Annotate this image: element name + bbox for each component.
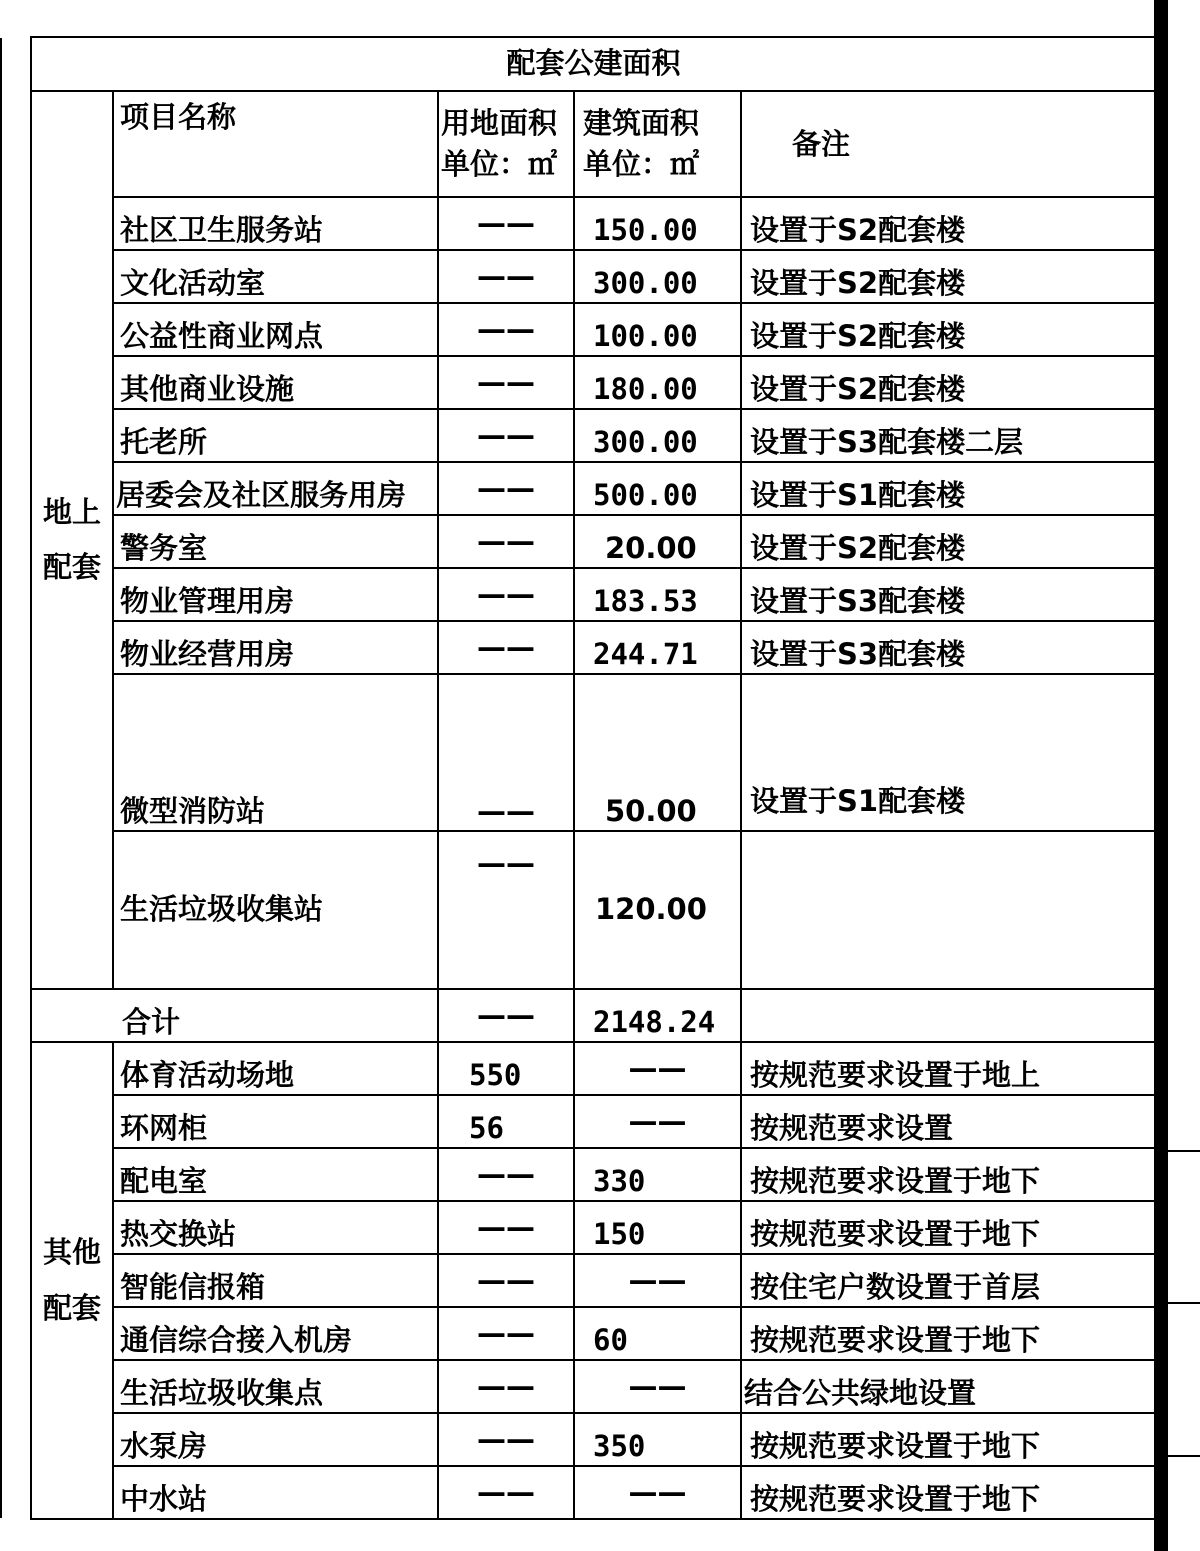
cell-name: 水泵房 [113,1413,438,1466]
cell-name: 微型消防站 [113,674,438,831]
cell-remark: 设置于S1配套楼 [741,462,1155,515]
header-land-area: 用地面积 单位：㎡ [438,91,574,197]
cell-name: 居委会及社区服务用房 [113,462,438,515]
cell-remark: 设置于S3配套楼二层 [741,409,1155,462]
title-row [31,37,1155,91]
cell-building: 60 [574,1307,741,1360]
cell-building: 244.71 [574,621,741,674]
cell-remark: 设置于S2配套楼 [741,303,1155,356]
cell-land: —— [438,409,574,462]
table-row [31,1360,1155,1413]
total-land: —— [438,989,574,1042]
cell-name: 警务室 [113,515,438,568]
cell-building: —— [574,1042,741,1095]
cell-name: 社区卫生服务站 [113,197,438,250]
cell-remark: 按规范要求设置于地下 [741,1148,1155,1201]
cell-name: 环网柜 [113,1095,438,1148]
total-remark [741,989,1155,1042]
cell-land: 550 [438,1042,574,1095]
cell-land: —— [438,1413,574,1466]
cell-land: —— [438,303,574,356]
cell-land: —— [438,621,574,674]
cell-land: —— [438,1360,574,1413]
cell-name: 物业管理用房 [113,568,438,621]
cell-building: 350 [574,1413,741,1466]
table-row [31,1307,1155,1360]
cell-name: 智能信报箱 [113,1254,438,1307]
cell-remark [741,831,1155,989]
cell-remark: 结合公共绿地设置 [741,1360,1155,1413]
table-row [31,1201,1155,1254]
cell-building: 300.00 [574,409,741,462]
cell-remark: 按规范要求设置于地下 [741,1413,1155,1466]
cell-building: —— [574,1360,741,1413]
cell-remark: 设置于S2配套楼 [741,356,1155,409]
header-remark: 备注 [741,91,1155,197]
cell-building: 20.00 [574,515,741,568]
table-row [31,1254,1155,1307]
cell-remark: 按规范要求设置于地下 [741,1201,1155,1254]
cell-land: —— [438,674,574,831]
left-edge-line [0,38,2,1518]
edge-tick [1168,1455,1200,1457]
cell-remark: 设置于S1配套楼 [741,674,1155,831]
cell-name: 配电室 [113,1148,438,1201]
cell-land: —— [438,1148,574,1201]
cell-land: —— [438,356,574,409]
cell-remark: 按规范要求设置于地下 [741,1307,1155,1360]
cell-building: 100.00 [574,303,741,356]
cell-remark: 按住宅户数设置于首层 [741,1254,1155,1307]
cell-name: 物业经营用房 [113,621,438,674]
cell-building: —— [574,1254,741,1307]
cell-remark: 按规范要求设置于地上 [741,1042,1155,1095]
cell-remark: 设置于S2配套楼 [741,515,1155,568]
cell-building: 150.00 [574,197,741,250]
table-row [31,250,1155,303]
cell-name: 生活垃圾收集点 [113,1360,438,1413]
cell-land: —— [438,1307,574,1360]
edge-tick [1168,1150,1200,1152]
total-row [31,989,1155,1042]
cell-land: —— [438,197,574,250]
cell-building: —— [574,1466,741,1519]
cell-building: 300.00 [574,250,741,303]
total-label: 合计 [31,989,438,1042]
right-edge-bar [1154,0,1168,1551]
group-label-other: 其他 配套 [31,1042,113,1519]
cell-land: —— [438,515,574,568]
header-row [31,91,1155,197]
cell-land: —— [438,831,574,989]
edge-tick [1168,1302,1200,1304]
table-row [31,462,1155,515]
cell-building: 330 [574,1148,741,1201]
table-title: 配套公建面积 [31,37,1155,91]
table-row [31,515,1155,568]
table-row [31,1466,1155,1519]
cell-name: 生活垃圾收集站 [113,831,438,989]
cell-building: 183.53 [574,568,741,621]
cell-land: —— [438,250,574,303]
table-row [31,356,1155,409]
cell-building: —— [574,1095,741,1148]
facility-area-table [30,36,1156,1520]
table-row [31,621,1155,674]
cell-building: 50.00 [574,674,741,831]
table-row [31,197,1155,250]
cell-name: 通信综合接入机房 [113,1307,438,1360]
group-label-above-ground: 地上 配套 [31,91,113,989]
cell-name: 文化活动室 [113,250,438,303]
total-building: 2148.24 [574,989,741,1042]
cell-remark: 按规范要求设置 [741,1095,1155,1148]
cell-name: 公益性商业网点 [113,303,438,356]
table-row [31,1413,1155,1466]
cell-name: 其他商业设施 [113,356,438,409]
table-row [31,409,1155,462]
table-row [31,674,1155,831]
table-row [31,1148,1155,1201]
cell-land: 56 [438,1095,574,1148]
cell-building: 150 [574,1201,741,1254]
cell-name: 体育活动场地 [113,1042,438,1095]
table-row [31,303,1155,356]
header-building-area: 建筑面积 单位：㎡ [574,91,741,197]
cell-remark: 按规范要求设置于地下 [741,1466,1155,1519]
cell-land: —— [438,1466,574,1519]
table-row [31,1042,1155,1095]
cell-land: —— [438,1201,574,1254]
cell-remark: 设置于S3配套楼 [741,568,1155,621]
cell-name: 中水站 [113,1466,438,1519]
cell-land: —— [438,462,574,515]
cell-name: 热交换站 [113,1201,438,1254]
cell-remark: 设置于S3配套楼 [741,621,1155,674]
table-row [31,831,1155,989]
header-project-name: 项目名称 [113,91,438,197]
cell-remark: 设置于S2配套楼 [741,250,1155,303]
table-row [31,1095,1155,1148]
cell-name: 托老所 [113,409,438,462]
cell-building: 180.00 [574,356,741,409]
cell-land: —— [438,568,574,621]
cell-land: —— [438,1254,574,1307]
cell-remark: 设置于S2配套楼 [741,197,1155,250]
cell-building: 500.00 [574,462,741,515]
table-row [31,568,1155,621]
cell-building: 120.00 [574,831,741,989]
